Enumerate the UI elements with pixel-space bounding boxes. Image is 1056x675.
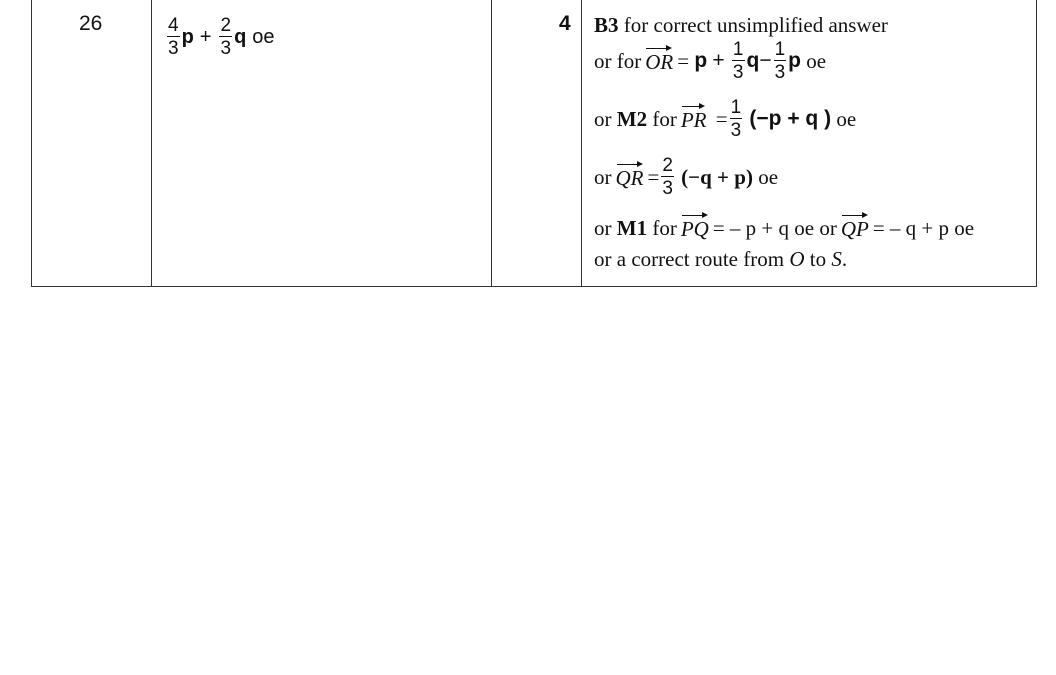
note-text: or for [594,48,642,73]
column-divider [491,0,492,286]
note-text: or [594,215,612,240]
expression: (−q + p) [681,164,753,189]
note-text: for [652,215,677,240]
mark-code: M1 [616,215,648,240]
point-s: S [831,247,842,271]
equals-sign: = [677,48,690,73]
note-text: to [809,247,827,271]
plus-sign: + [199,25,212,48]
vector-p: p [788,49,801,72]
vector-pr: PR [681,105,707,133]
numerator: 1 [774,39,786,60]
expression: (−p + q ) [749,107,832,130]
vector-p: p [694,49,708,72]
numerator: 1 [730,97,742,118]
note-text: or a correct route from [594,247,785,271]
note-text: . [841,247,848,271]
oe-label: oe [252,25,275,48]
expression: = – p + q oe or [712,215,837,240]
note-line-route [594,247,847,272]
vector-p: p [181,25,194,48]
plus-sign: + [712,49,725,72]
denominator: 3 [774,62,786,83]
note-text: or [594,164,612,189]
vector-pq: PQ [681,214,709,242]
note-line-qr [594,156,778,198]
vector-qr: QR [616,163,644,191]
equals-sign: = [715,106,728,131]
question-number: 26 [79,12,103,35]
point-o: O [789,247,805,271]
numerator: 4 [168,15,179,36]
note-line-m1 [594,214,974,242]
note-text: for correct unsimplified answer [623,13,888,37]
vector-q: q [746,49,760,72]
note-line-or [594,40,826,82]
answer-cell [165,16,275,58]
denominator: 3 [662,178,673,199]
mark-scheme-table [31,0,1037,287]
vector-or: OR [645,47,673,75]
denominator: 3 [730,120,742,141]
mark-code: M2 [616,106,648,131]
fraction [774,40,787,82]
vector-qp: QP [841,214,869,242]
marks-value: 4 [559,12,571,35]
numerator: 2 [662,155,673,176]
fraction [219,16,232,58]
denominator: 3 [168,38,179,59]
fraction [730,98,743,140]
mark-code: B3 [594,13,619,37]
numerator: 1 [732,39,744,60]
fraction [661,156,674,198]
column-divider [581,0,582,286]
equals-sign: = [647,164,660,189]
note-text: or [594,106,612,131]
note-text: for [652,106,677,131]
vector-q: q [234,25,247,48]
oe-label: oe [758,164,779,189]
note-line-b3 [594,13,888,38]
minus-sign: − [759,49,772,72]
oe-label: oe [806,48,827,73]
oe-label: oe [836,106,857,131]
denominator: 3 [732,62,744,83]
note-line-m2 [594,98,856,140]
numerator: 2 [220,15,232,36]
fraction [167,16,180,58]
fraction [732,40,745,82]
expression: = – q + p oe [872,215,975,240]
column-divider [151,0,152,286]
denominator: 3 [220,38,232,59]
